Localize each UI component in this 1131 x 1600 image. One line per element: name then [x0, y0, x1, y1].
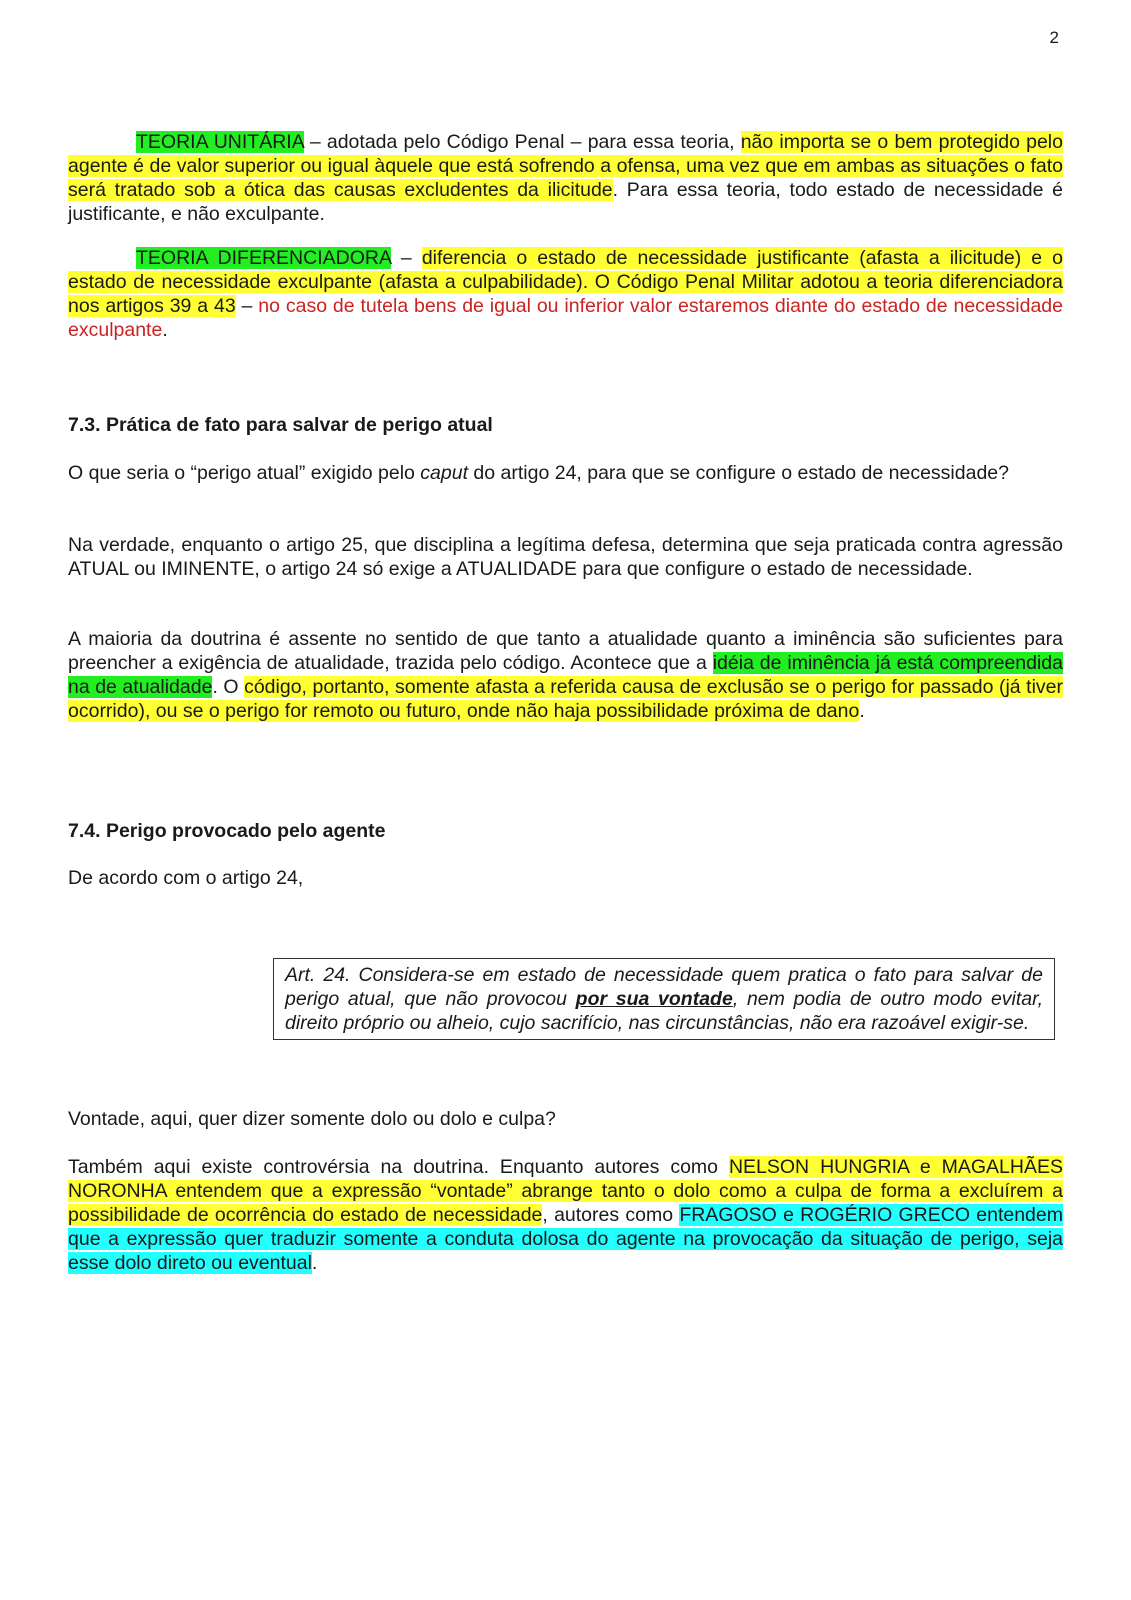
section-heading-7-3: 7.3. Prática de fato para salvar de perigo atual	[68, 414, 493, 436]
highlight-span: diferencia o estado de necessidade justificante (afasta a ilicitude) e o estado de necessidade exculpante (afasta a culpabilidade). O Código Penal Militar adotou a teoria diferenciadora nos artigos 39 a 43	[68, 247, 1063, 317]
text-span: do artigo 24, para que se configure o estado de necessidade?	[468, 462, 1009, 484]
text-span: .	[162, 319, 168, 341]
text-span: –	[390, 247, 422, 269]
text-span: , autores como	[542, 1204, 680, 1226]
text-span: , nem podia de outro modo evitar, direito próprio ou alheio, cujo sacrifício, nas circunstâncias, não era razoável exigir-se.	[285, 988, 1043, 1034]
article-quote-box	[273, 958, 1055, 1040]
text-span: . Para essa teoria, todo estado de necessidade é justificante, e não exculpante.	[68, 179, 1063, 225]
highlight-span: código, portanto, somente afasta a referida causa de exclusão se o perigo for passado (já tiver ocorrido), ou se o perigo for remoto ou futuro, onde não haja possibilidade próxima de dano	[68, 676, 1063, 722]
highlight-span: não importa se o bem protegido pelo agente é de valor superior ou igual àquele que está sofrendo a ofensa, uma vez que em ambas as situações o fato será tratado sob a ótica das causas excludentes da ilicitude	[68, 131, 1063, 201]
paragraph-perigo-atual-question	[68, 461, 1063, 485]
text-span: Também aqui existe controvérsia na doutrina. Enquanto autores como	[68, 1156, 729, 1178]
text-span: A maioria da doutrina é assente no sentido de que tanto a atualidade quanto a iminência são suficientes para preencher a exigência de atualidade, trazida pelo código. Acontece que a	[68, 628, 1063, 674]
red-text-span: no caso de tutela bens de igual ou inferior valor estaremos diante do estado de necessidade exculpante	[68, 295, 1063, 341]
paragraph-de-acordo: De acordo com o artigo 24,	[68, 867, 304, 889]
text-span: – adotada pelo Código Penal – para essa teoria,	[303, 131, 741, 153]
paragraph-teoria-unitaria	[68, 130, 1063, 226]
highlight-teoria-diferenciadora: TEORIA DIFERENCIADORA	[136, 247, 391, 269]
text-span: . O	[212, 676, 245, 698]
text-span: –	[235, 295, 259, 317]
highlight-cyan-span: FRAGOSO e ROGÉRIO GRECO entendem que a expressão quer traduzir somente a conduta dolosa do agente na provocação da situação de perigo, seja esse dolo direto ou eventual	[68, 1204, 1063, 1274]
highlight-span: NELSON HUNGRIA e MAGALHÃES NORONHA entendem que a expressão “vontade” abrange tanto o dolo como a culpa de forma a excluírem a possibilidade de ocorrência do estado de necessidade	[68, 1156, 1063, 1226]
text-span: .	[311, 1252, 318, 1274]
page-number: 2	[1049, 28, 1059, 47]
paragraph-teoria-diferenciadora	[68, 246, 1063, 342]
paragraph-controversia	[68, 1155, 1063, 1275]
paragraph-artigo-25: Na verdade, enquanto o artigo 25, que disciplina a legítima defesa, determina que seja praticada contra agressão ATUAL ou IMINENTE, o artigo 24 só exige a ATUALIDADE para que configure o estado de necessidade.	[68, 534, 1063, 580]
text-span: .	[859, 700, 865, 722]
text-span: Art. 24. Considera-se em estado de necessidade quem pratica o fato para salvar de perigo atual, que não provocou	[285, 964, 1043, 1010]
highlight-teoria-unitaria: TEORIA UNITÁRIA	[136, 131, 304, 153]
paragraph-vontade-question: Vontade, aqui, quer dizer somente dolo ou dolo e culpa?	[68, 1108, 556, 1130]
paragraph-doutrina	[68, 627, 1063, 723]
text-span: O que seria o “perigo atual” exigido pelo	[68, 462, 421, 484]
italic-caput: caput	[420, 462, 468, 484]
bold-underline-span: por sua vontade	[575, 988, 733, 1010]
highlight-span: idéia de iminência já está compreendida na de atualidade	[68, 652, 1063, 698]
section-heading-7-4: 7.4. Perigo provocado pelo agente	[68, 820, 386, 842]
